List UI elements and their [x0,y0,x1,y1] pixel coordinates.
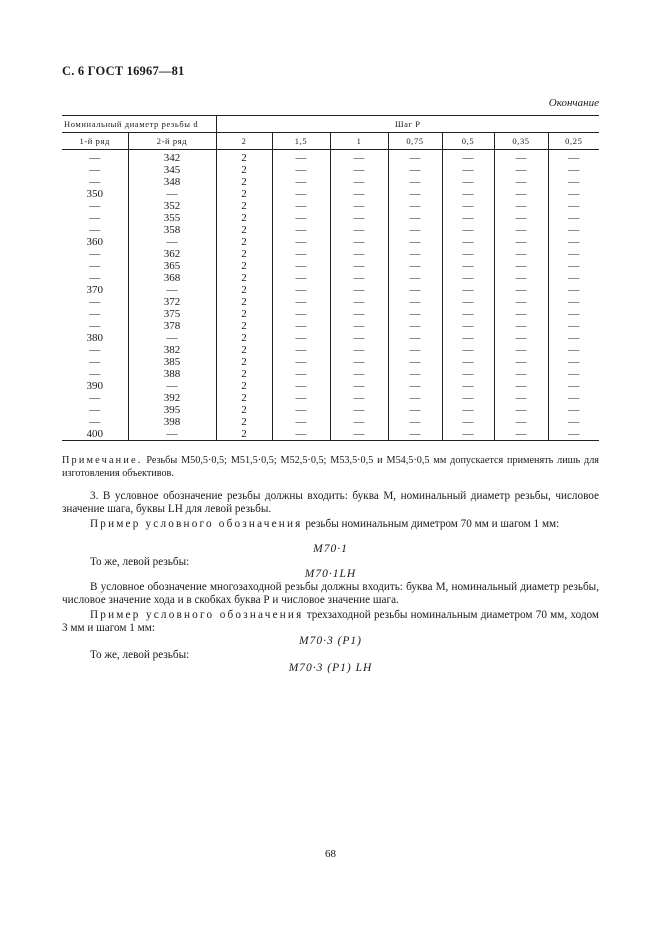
cell-row-2: 378 [128,320,216,332]
cell-pitch: — [494,272,548,284]
table-body [62,150,599,441]
cell-pitch: — [548,392,599,404]
cell-pitch: — [388,320,442,332]
cell-pitch: — [388,176,442,188]
cell-pitch: — [272,332,330,344]
cell-pitch: — [494,176,548,188]
cell-row-2: 355 [128,212,216,224]
cell-pitch: 2 [216,392,272,404]
formula-3: М70·3 (P1) [298,635,362,647]
cell-pitch: — [388,416,442,428]
table-row [62,356,599,368]
table-row [62,176,599,188]
cell-pitch: — [388,308,442,320]
cell-pitch: — [330,416,388,428]
cell-pitch: 2 [216,212,272,224]
cell-row-2: — [128,284,216,296]
cell-pitch: — [548,150,599,165]
cell-row-1: 380 [86,332,103,344]
cell-row-2: 348 [128,176,216,188]
header-pitch-value: 0,5 [442,133,494,150]
cell-pitch: — [272,236,330,248]
cell-pitch: 2 [216,248,272,260]
cell-pitch: 2 [216,176,272,188]
cell-pitch: — [272,188,330,200]
cell-pitch: — [548,200,599,212]
cell-pitch: — [388,188,442,200]
table-row [62,150,599,165]
cell-pitch: — [272,308,330,320]
table-row [62,188,599,200]
page-header: С. 6 ГОСТ 16967—81 [62,64,185,78]
cell-pitch: — [388,212,442,224]
formula-4: М70·3 (P1) LH [288,662,373,674]
cell-row-2: 392 [128,392,216,404]
cell-pitch: — [494,416,548,428]
cell-pitch: — [388,272,442,284]
cell-pitch: 2 [216,356,272,368]
table-row [62,248,599,260]
cell-row-1: — [89,200,101,212]
cell-pitch: — [442,404,494,416]
cell-pitch: — [442,308,494,320]
table-row [62,344,599,356]
header-pitch: Шаг P [216,116,599,133]
cell-pitch: — [494,296,548,308]
cell-row-1: — [89,356,101,368]
cell-pitch: — [388,150,442,165]
cell-pitch: — [548,212,599,224]
cell-pitch: — [548,164,599,176]
cell-pitch: 2 [216,296,272,308]
cell-pitch: — [330,320,388,332]
cell-row-2: 358 [128,224,216,236]
header-pitch-value: 0,35 [494,133,548,150]
example-text: трехзаходной резьбы номинальным диаметром 70 мм, ходом 3 мм и шагом 1 мм: [62,609,600,635]
cell-pitch: — [330,284,388,296]
cell-pitch: — [388,344,442,356]
cell-pitch: — [548,308,599,320]
cell-pitch: — [548,416,599,428]
table-row [62,320,599,332]
cell-pitch: — [442,428,494,441]
table-row [62,380,599,392]
table-row [62,428,599,441]
cell-pitch: — [330,176,388,188]
cell-pitch: 2 [216,332,272,344]
cell-pitch: — [330,188,388,200]
cell-pitch: — [330,404,388,416]
cell-pitch: — [494,284,548,296]
cell-pitch: — [548,188,599,200]
cell-row-2: 375 [128,308,216,320]
cell-pitch: — [494,188,548,200]
cell-pitch: — [548,320,599,332]
cell-pitch: — [272,380,330,392]
table-row [62,164,599,176]
cell-pitch: — [442,212,494,224]
cell-pitch: — [272,260,330,272]
cell-pitch: — [272,344,330,356]
cell-pitch: — [330,308,388,320]
example-text: резьбы номинальным диметром 70 мм и шагом 1 мм: [302,518,560,530]
cell-pitch: — [442,150,494,165]
continuation-label: Окончание [548,97,599,109]
cell-row-1: — [89,392,101,404]
cell-pitch: — [330,236,388,248]
cell-pitch: — [272,320,330,332]
cell-pitch: — [330,344,388,356]
cell-row-2: 362 [128,248,216,260]
cell-pitch: — [330,260,388,272]
cell-row-1: 400 [62,428,128,441]
header-row-2: 2-й ряд [128,133,216,150]
cell-row-1: — [89,224,101,236]
cell-row-1: — [89,152,101,164]
cell-row-1: — [89,416,101,428]
table-row [62,404,599,416]
cell-row-1: 390 [86,380,103,392]
cell-pitch: — [548,176,599,188]
same-left-1: То же, левой резьбы: [90,556,190,568]
cell-pitch: — [494,380,548,392]
cell-pitch: — [330,380,388,392]
cell-pitch: — [494,212,548,224]
cell-pitch: — [442,248,494,260]
cell-pitch: — [494,356,548,368]
cell-pitch: — [494,260,548,272]
cell-row-1: — [89,176,101,188]
cell-pitch: — [494,404,548,416]
cell-pitch: — [494,392,548,404]
cell-pitch: 2 [216,320,272,332]
cell-pitch: — [272,224,330,236]
thread-table [62,115,599,441]
table-row [62,296,599,308]
header-pitch-value: 0,25 [548,133,599,150]
cell-pitch: — [272,176,330,188]
cell-pitch: — [272,248,330,260]
cell-row-1: — [89,308,101,320]
cell-pitch: — [442,164,494,176]
cell-pitch: — [494,428,548,441]
table-row [62,200,599,212]
table-row [62,416,599,428]
cell-pitch: — [442,320,494,332]
cell-row-2: 382 [128,344,216,356]
table-row [62,260,599,272]
cell-row-1: 370 [86,284,103,296]
cell-row-2: — [128,380,216,392]
cell-pitch: — [548,272,599,284]
cell-pitch: — [330,150,388,165]
cell-pitch: — [330,368,388,380]
cell-pitch: — [494,150,548,165]
cell-pitch: — [330,248,388,260]
cell-pitch: — [494,200,548,212]
cell-pitch: — [548,224,599,236]
cell-pitch: — [388,356,442,368]
table-row [62,368,599,380]
formula-2: М70·1LH [304,568,357,580]
example-1 [62,518,599,531]
cell-pitch: — [388,164,442,176]
cell-pitch: — [442,392,494,404]
cell-pitch: — [330,356,388,368]
cell-pitch: — [330,212,388,224]
cell-pitch: — [388,200,442,212]
cell-pitch: — [494,320,548,332]
cell-pitch: — [494,368,548,380]
cell-pitch: — [494,224,548,236]
cell-pitch: — [442,344,494,356]
cell-pitch: — [388,428,442,441]
table-row [62,308,599,320]
cell-row-2: — [128,188,216,200]
cell-pitch: — [330,332,388,344]
cell-pitch: — [272,296,330,308]
table-row [62,236,599,248]
paragraph-designation: 3. В условное обозначение резьбы должны входить: буква М, номинальный диаметр резьбы, числовое значение шага, буквы LH для левой резьбы. [62,490,599,516]
cell-row-2: — [128,332,216,344]
cell-pitch: 2 [216,164,272,176]
cell-row-2: 388 [128,368,216,380]
cell-row-1: — [89,320,101,332]
cell-row-1: — [89,296,101,308]
cell-pitch: — [548,248,599,260]
cell-pitch: 2 [216,284,272,296]
cell-pitch: 2 [216,380,272,392]
cell-row-2: — [128,236,216,248]
cell-pitch: — [548,404,599,416]
header-pitch-value: 0,75 [388,133,442,150]
cell-pitch: 2 [216,236,272,248]
cell-row-1: 350 [86,188,103,200]
paragraph-multistart: В условное обозначение многозаходной резьбы должны входить: буква М, номинальный диаметр резьбы, числовое значение хода и в скобках буква Р и числовое значение шага. [62,581,599,607]
cell-pitch: — [272,150,330,165]
table-note [62,454,599,480]
cell-pitch: — [388,332,442,344]
cell-row-2: 368 [128,272,216,284]
cell-pitch: — [548,380,599,392]
cell-row-1: — [89,164,101,176]
cell-pitch: 2 [216,224,272,236]
cell-pitch: — [272,200,330,212]
cell-row-2: 342 [128,150,216,165]
cell-pitch: 2 [216,150,272,165]
cell-row-2: 345 [128,164,216,176]
example-label: Пример условного обозначения [90,518,303,530]
cell-pitch: — [548,236,599,248]
cell-pitch: — [494,308,548,320]
cell-row-1: — [89,272,101,284]
cell-row-2: 398 [128,416,216,428]
cell-pitch: — [548,296,599,308]
cell-pitch: — [388,224,442,236]
cell-pitch: — [330,296,388,308]
cell-pitch: — [272,368,330,380]
cell-row-2: 385 [128,356,216,368]
cell-pitch: — [388,368,442,380]
cell-pitch: — [548,332,599,344]
cell-pitch: — [442,176,494,188]
cell-pitch: 2 [216,416,272,428]
cell-row-2: 372 [128,296,216,308]
cell-pitch: — [388,296,442,308]
table-row [62,332,599,344]
cell-pitch: 2 [216,308,272,320]
cell-pitch: — [330,224,388,236]
cell-pitch: — [330,200,388,212]
cell-pitch: — [442,188,494,200]
cell-pitch: — [388,404,442,416]
note-text: Резьбы М50,5·0,5; М51,5·0,5; М52,5·0,5; М53,5·0,5 и М54,5·0,5 мм допускается применять лишь для изготовления объективов. [62,455,599,479]
cell-pitch: — [388,236,442,248]
cell-pitch: — [442,296,494,308]
cell-pitch: 2 [216,404,272,416]
cell-pitch: — [272,392,330,404]
cell-pitch: 2 [216,200,272,212]
cell-pitch: 2 [216,428,272,441]
cell-row-1: — [89,260,101,272]
example-2 [62,609,599,636]
cell-row-1: — [89,212,101,224]
cell-row-2: 352 [128,200,216,212]
cell-row-1: — [89,404,101,416]
cell-row-1: — [89,248,101,260]
header-pitch-value: 1 [330,133,388,150]
cell-pitch: 2 [216,344,272,356]
cell-pitch: — [272,212,330,224]
table-row [62,284,599,296]
cell-pitch: — [548,368,599,380]
formula-1: М70·1 [313,543,348,555]
cell-pitch: — [442,224,494,236]
cell-row-1: — [89,368,101,380]
cell-pitch: — [272,164,330,176]
cell-pitch: — [442,380,494,392]
header-nominal-diameter: Номинальный диаметр резьбы d [62,116,216,133]
cell-pitch: 2 [216,188,272,200]
note-label: Примечание. [62,455,143,466]
cell-pitch: — [272,428,330,441]
cell-pitch: — [388,248,442,260]
cell-pitch: — [272,284,330,296]
cell-row-2: 395 [128,404,216,416]
cell-row-1: — [89,344,101,356]
cell-pitch: — [494,332,548,344]
cell-pitch: — [388,284,442,296]
header-row-1: 1-й ряд [62,133,128,150]
cell-pitch: — [494,344,548,356]
table-row [62,392,599,404]
cell-pitch: 2 [216,260,272,272]
cell-row-2: 365 [128,260,216,272]
cell-pitch: — [330,164,388,176]
cell-pitch: — [272,416,330,428]
cell-row-2: — [128,428,216,441]
cell-pitch: — [442,416,494,428]
cell-pitch: — [442,200,494,212]
cell-pitch: — [548,260,599,272]
cell-pitch: — [388,260,442,272]
table-row [62,224,599,236]
table-row [62,212,599,224]
cell-pitch: — [272,404,330,416]
cell-pitch: — [548,344,599,356]
cell-pitch: 2 [216,368,272,380]
cell-pitch: — [272,356,330,368]
cell-pitch: — [330,272,388,284]
cell-pitch: — [548,356,599,368]
cell-pitch: — [330,428,388,441]
header-pitch-value: 1,5 [272,133,330,150]
example-label: Пример условного обозначения [90,609,304,621]
cell-pitch: — [442,356,494,368]
page-number: 68 [325,848,336,860]
header-pitch-value: 2 [216,133,272,150]
cell-pitch: — [442,236,494,248]
cell-pitch: — [442,260,494,272]
cell-pitch: — [442,368,494,380]
table-row [62,272,599,284]
cell-pitch: — [442,284,494,296]
cell-pitch: — [388,380,442,392]
cell-pitch: — [494,248,548,260]
same-left-2: То же, левой резьбы: [90,649,190,661]
cell-pitch: — [494,236,548,248]
cell-pitch: 2 [216,272,272,284]
cell-pitch: — [494,164,548,176]
cell-pitch: — [442,332,494,344]
cell-pitch: — [442,272,494,284]
cell-pitch: — [548,428,599,441]
cell-pitch: — [548,284,599,296]
cell-pitch: — [330,392,388,404]
cell-pitch: — [388,392,442,404]
cell-pitch: — [272,272,330,284]
cell-row-1: 360 [86,236,103,248]
